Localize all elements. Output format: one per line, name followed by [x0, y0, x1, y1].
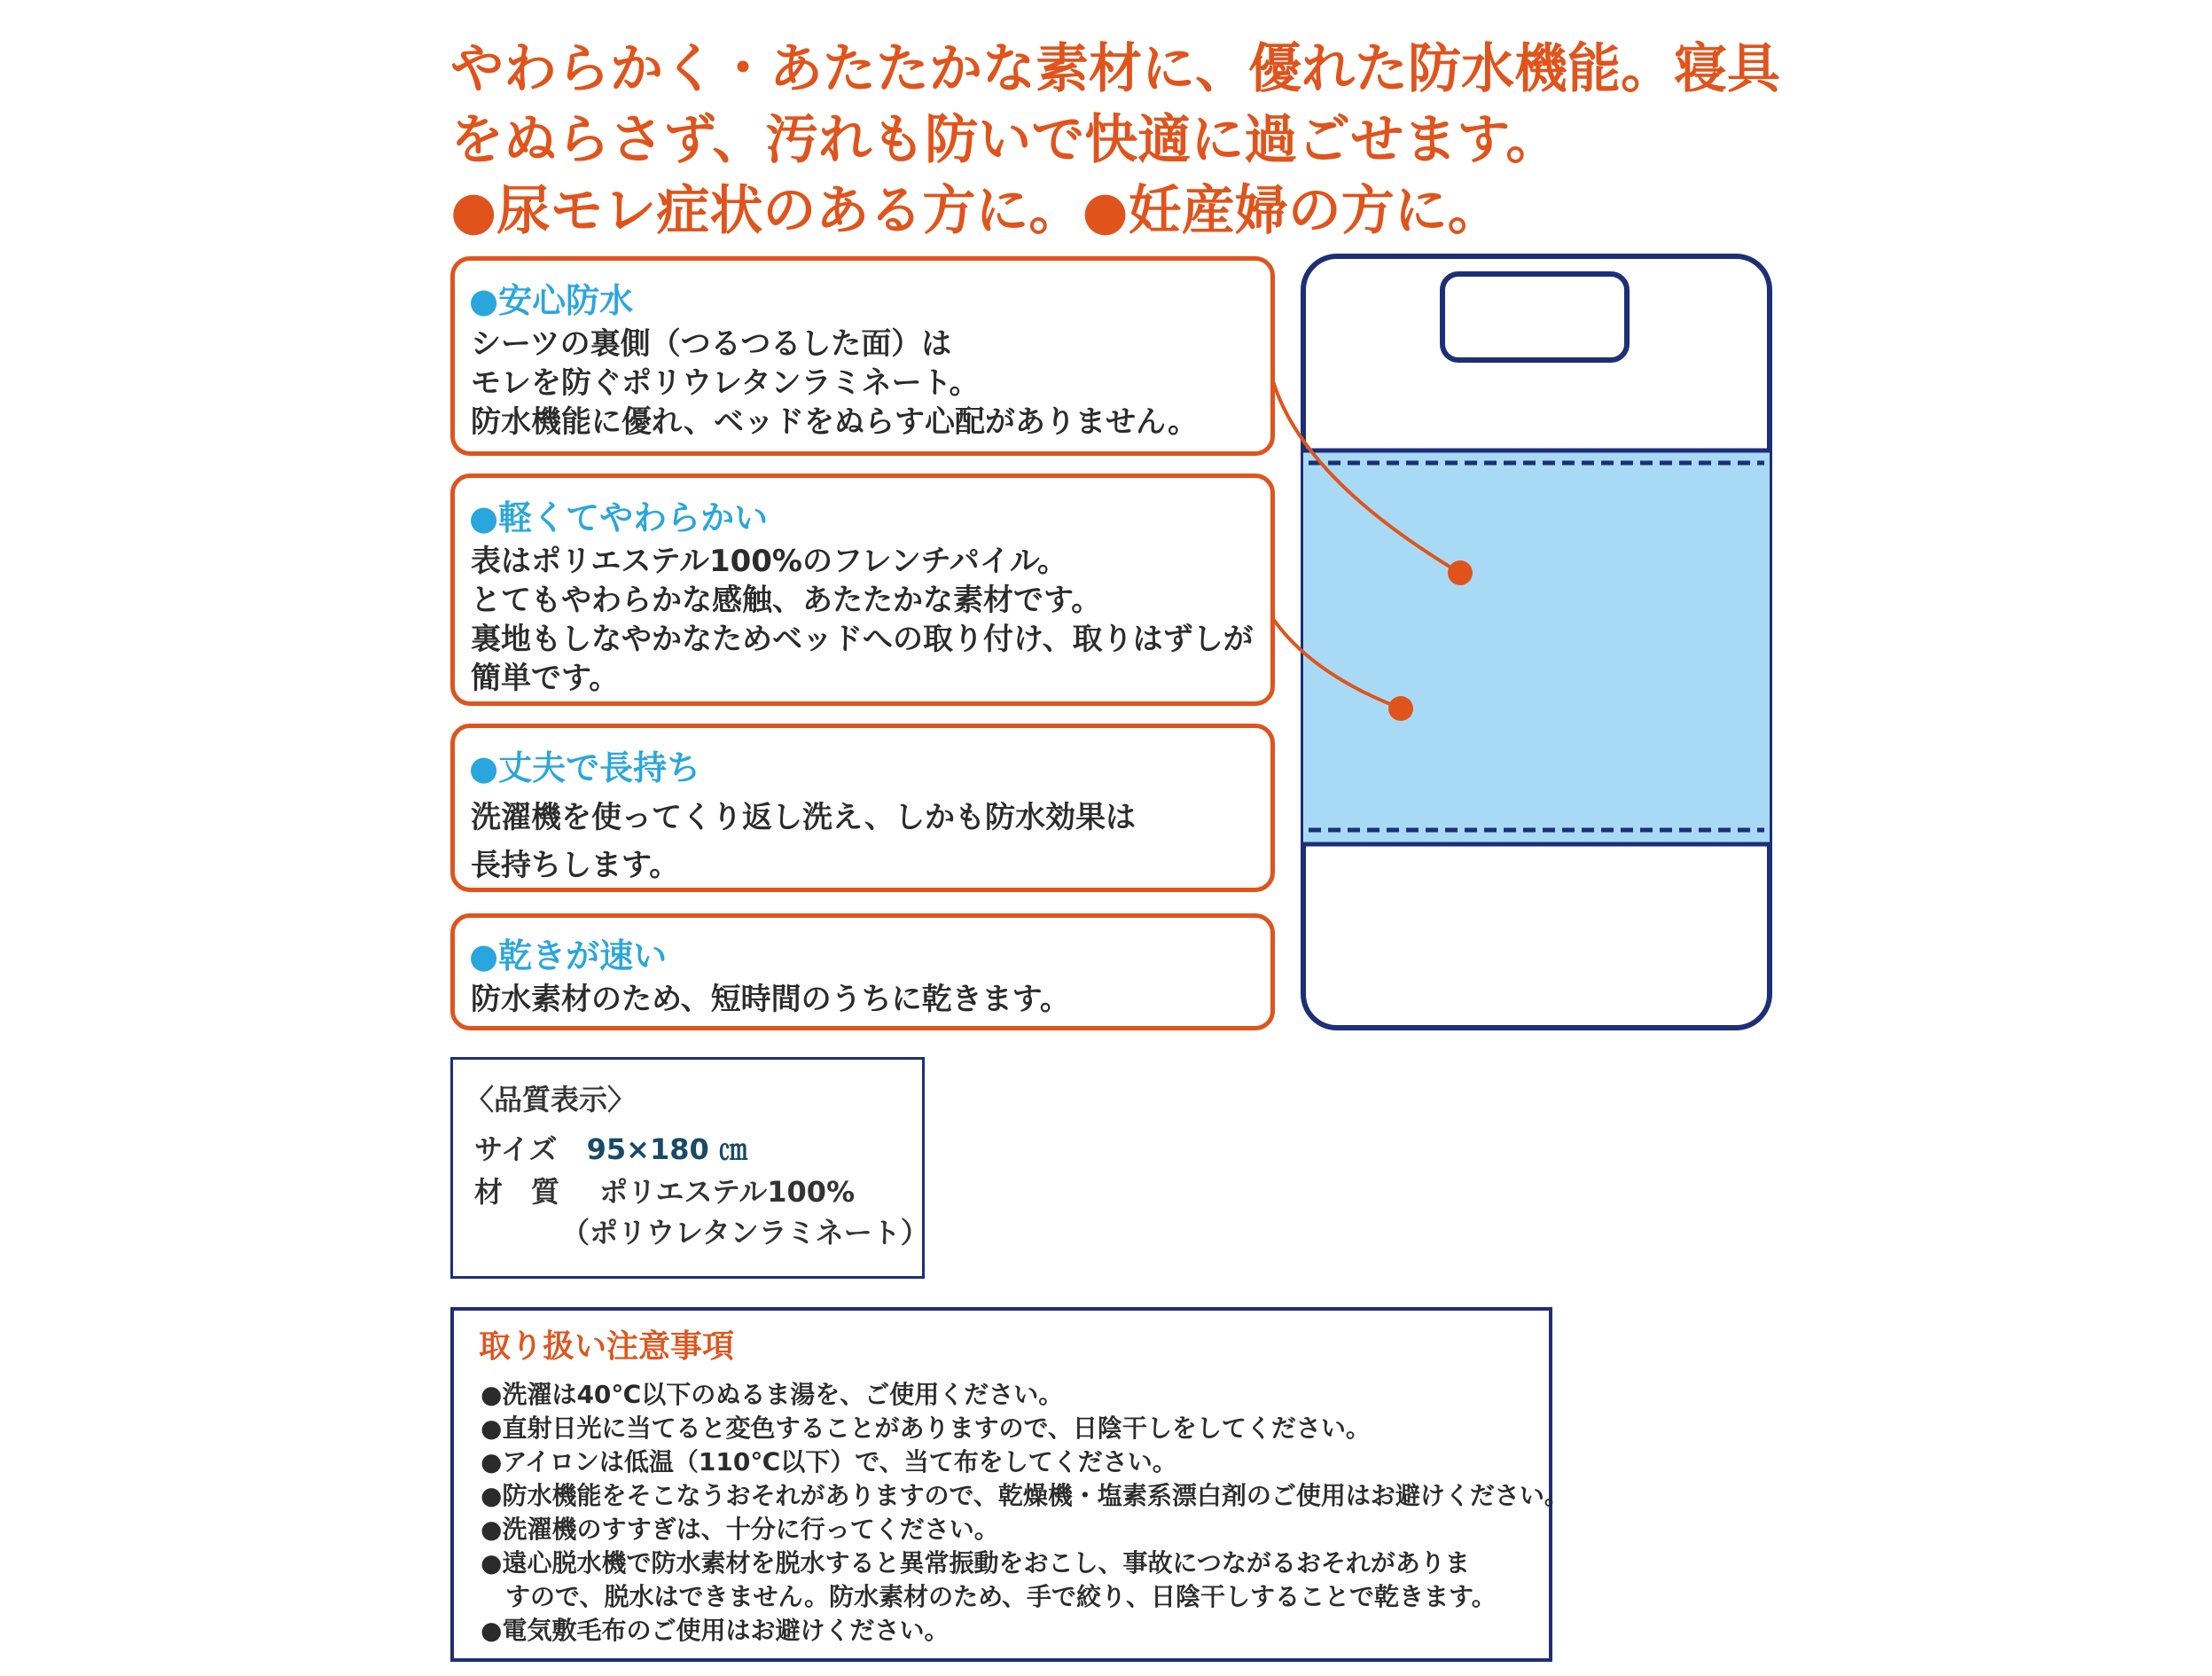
caution-item: ● 直射日光に当てると変色することがありますので、日陰干しをしてください。	[481, 1412, 1569, 1445]
feature-title: ●丈夫で長持ち	[469, 748, 701, 787]
caution-list	[481, 1378, 1569, 1648]
feature-title: ●軽くてやわらかい	[469, 498, 769, 537]
caution-item: ● アイロンは低温（110℃以下）で、当て布をしてください。	[481, 1445, 1569, 1479]
pillow	[1442, 274, 1627, 360]
quality-heading: 〈品質表示〉	[465, 1083, 637, 1116]
size-label: サイズ	[474, 1132, 558, 1166]
quality-size-row	[474, 1127, 747, 1168]
feature-line: 簡単です。	[471, 661, 620, 696]
feature-line: シーツの裏側（つるつるした面）は	[471, 326, 952, 362]
headline-line-1: やわらかく・あたたかな素材に、優れた防水機能。寝具	[450, 38, 1780, 100]
feature-line: 表はポリエステル100%のフレンチパイル。	[471, 544, 1068, 579]
caution-item: ● 洗濯機のすすぎは、十分に行ってください。	[481, 1513, 1569, 1547]
caution-item: ● 防水機能をそこなうおそれがありますので、乾燥機・塩素系漂白剤のご使用はお避けください。	[481, 1479, 1569, 1513]
feature-line: 防水素材のため、短時間のうちに乾きます。	[471, 982, 1070, 1017]
leader-dot-2	[1388, 696, 1413, 721]
feature-line: 洗濯機を使ってくり返し洗え、しかも防水効果は	[471, 800, 1137, 835]
caution-title: 取り扱い注意事項	[479, 1328, 735, 1365]
waterproof-sheet	[1303, 450, 1770, 845]
feature-line: 防水機能に優れ、ベッドをぬらす心配がありません。	[471, 404, 1199, 440]
feature-title: ●安心防水	[469, 281, 634, 320]
feature-line: 裏地もしなやかなためベッドへの取り付け、取りはずしが	[471, 622, 1254, 657]
feature-line: とてもやわらかな感触、あたたかな素材です。	[471, 583, 1102, 618]
headline-line-3: ●尿モレ症状のある方に。●妊産婦の方に。	[450, 180, 1501, 242]
caution-item: ● 洗濯は40℃以下のぬるま湯を、ご使用ください。	[481, 1378, 1569, 1412]
bullet-icon: ●	[469, 936, 499, 975]
caution-box	[450, 1307, 1569, 1662]
bullet-icon: ●	[469, 498, 499, 537]
quality-material-row	[474, 1170, 855, 1210]
caution-item: ● 電気敷毛布のご使用はお避けください。	[481, 1614, 1569, 1648]
leader-dot-1	[1448, 560, 1473, 585]
caution-item-continuation: すので、脱水はできません。防水素材のため、手で絞り、日陰干しすることで乾きます。	[505, 1582, 1497, 1611]
quality-label-box	[450, 1057, 929, 1279]
bullet-icon: ●	[469, 748, 499, 787]
size-value: 95×180 ㎝	[586, 1132, 747, 1166]
bullet-icon: ●	[469, 281, 499, 320]
feature-title: ●乾きが速い	[469, 936, 668, 975]
material-value: ポリエステル100%	[599, 1175, 856, 1209]
headline-line-2: をぬらさず、汚れも防いで快適に過ごせます。	[450, 109, 1559, 171]
feature-line: 長持ちします。	[471, 848, 680, 883]
material-label: 材 質	[474, 1175, 560, 1209]
caution-item: ● 遠心脱水機で防水素材を脱水すると異常振動をおこし、事故につながるおそれがありま	[481, 1547, 1569, 1580]
feature-line: モレを防ぐポリウレタンラミネート。	[471, 365, 980, 401]
material-note: （ポリウレタンラミネート）	[561, 1216, 929, 1249]
